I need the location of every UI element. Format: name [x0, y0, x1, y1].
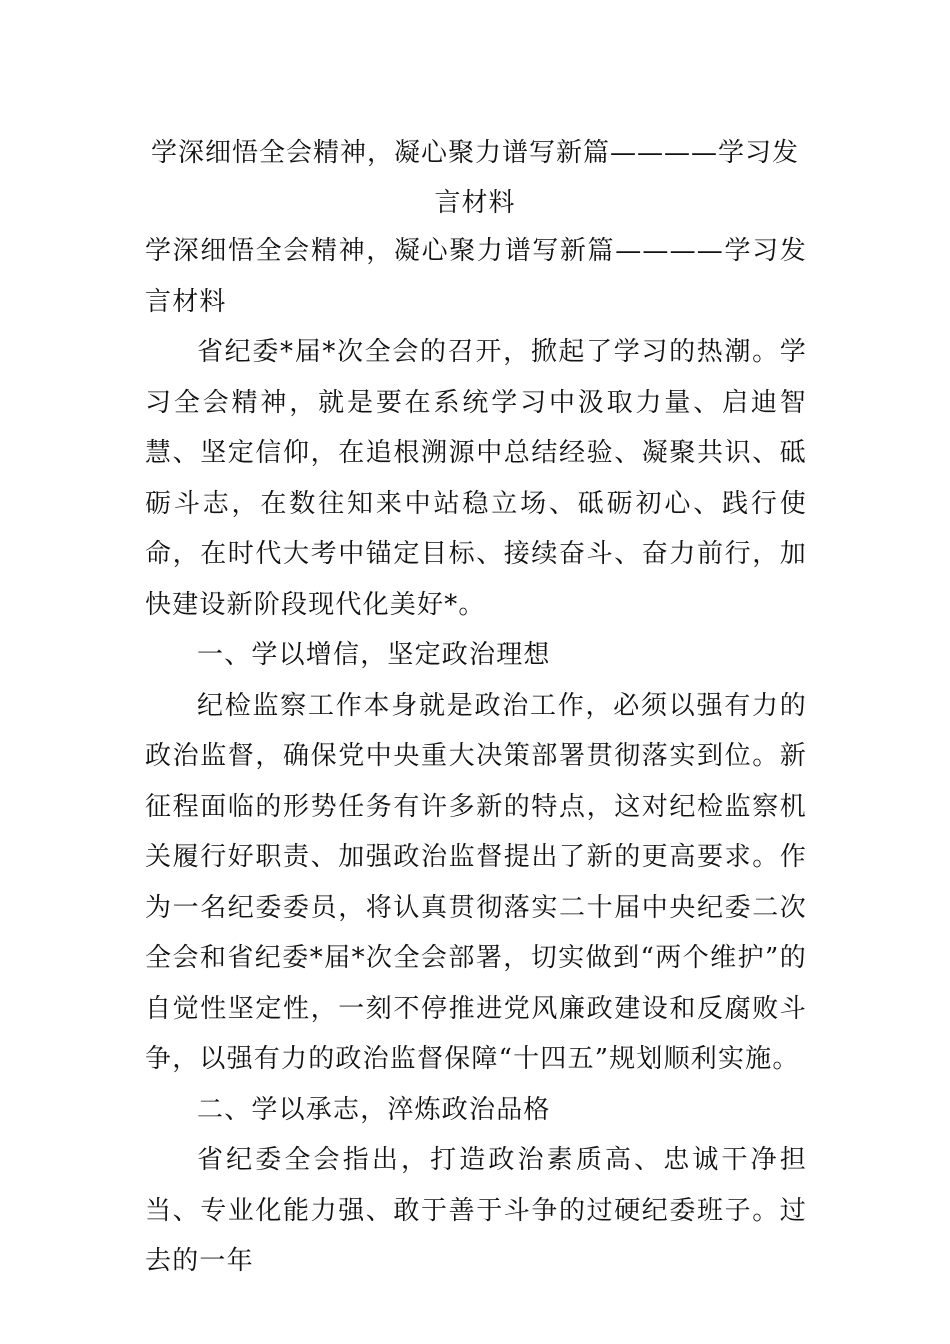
section-2-paragraph: 省纪委全会指出，打造政治素质高、忠诚干净担当、专业化能力强、敢于善于斗争的过硬纪委班子。过去的一年: [145, 1145, 807, 1276]
section-heading-1: 一、学以增信，坚定政治理想: [197, 640, 551, 670]
document-body: [145, 226, 807, 1287]
document-title: 学深细悟全会精神，凝心聚力谱写新篇————学习发言材料: [150, 138, 799, 218]
section-1-paragraph: 纪检监察工作本身就是政治工作，必须以强有力的政治监督，确保党中央重大决策部署贯彻落实到位。新征程面临的形势任务有许多新的特点，这对纪检监察机关履行好职责、加强政治监督提出了新的更高要求。作为一名纪委委员，将认真贯彻落实二十届中央纪委二次全会和省纪委*届*次全会部署，切实做到“两个维护”的自觉性坚定性，一刻不停推进党风廉政建设和反腐败斗争，以强有力的政治监督保障“十四五”规划顺利实施。: [145, 690, 807, 1074]
body-heading-paragraph: 学深细悟全会精神，凝心聚力谱写新篇————学习发言材料: [145, 236, 807, 317]
intro-paragraph: 省纪委*届*次全会的召开，掀起了学习的热潮。学习全会精神，就是要在系统学习中汲取力量、启迪智慧、坚定信仰，在追根溯源中总结经验、凝聚共识、砥砺斗志，在数往知来中站稳立场、砥砺初心、践行使命，在时代大考中锚定目标、接续奋斗、奋力前行，加快建设新阶段现代化美好*。: [145, 337, 807, 620]
section-heading-2: 二、学以承志，淬炼政治品格: [197, 1094, 551, 1125]
